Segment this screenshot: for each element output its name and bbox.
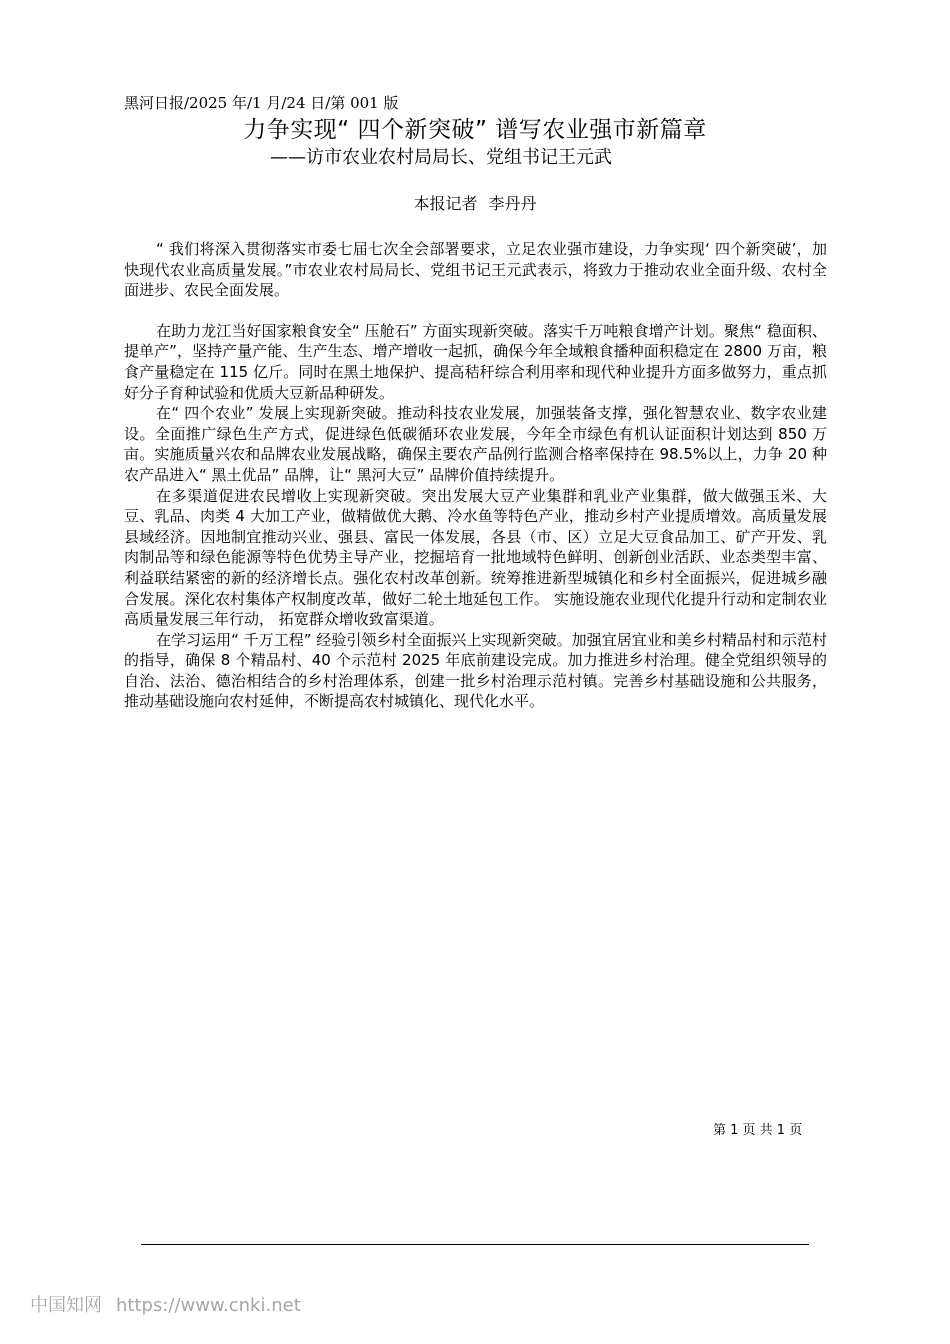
page-number: 第 1 页 共 1 页 [713, 1123, 803, 1138]
byline: 本报记者 李丹丹 [413, 194, 537, 213]
article-subtitle: ——访市农业农村局局长、党组书记王元武 [270, 147, 612, 168]
paragraph: 在学习运用“ 千万工程” 经验引领乡村全面振兴上实现新突破。加强宜居宜业和美乡村精品村和示范村的指导，确保 8 个精品村、40 个示范村 2025 年底前建设完成。加力推进乡村治理。健全党组织领导的自治、法治、德治相结合的乡村治理体系，创建一批乡村治理示范村镇。完善乡村基础设施和公共服务，推动基础设施向农村延伸，不断提高农村城镇化、现代化水平。 [124, 630, 827, 711]
source-line: 黑河日报/2025 年/1 月/24 日/第 001 版 [124, 94, 399, 112]
paragraph: 在多渠道促进农民增收上实现新突破。突出发展大豆产业集群和乳业产业集群，做大做强玉米、大豆、乳品、肉类 4 大加工产业，做精做优大鹅、冷水鱼等特色产业，推动乡村产业提质增效。高质量发展县域经济。因地制宜推动兴业、强县、富民一体发展，各县（市、区）立足大豆食品加工、矿产开发、乳肉制品等和绿色能源等特色优势主导产业，挖掘培育一批地域特色鲜明、创新创业活跃、业态类型丰富、利益联结紧密的新的经济增长点。强化农村改革创新。统筹推进新型城镇化和乡村全面振兴，促进城乡融合发展。深化农村集体产权制度改革，做好二轮土地延包工作。 实施设施农业现代化提升行动和定制农业高质量发展三年行动， 拓宽群众增收致富渠道。 [124, 486, 827, 629]
paragraph: 在助力龙江当好国家粮食安全“ 压舱石” 方面实现新突破。落实千万吨粮食增产计划。聚焦“ 稳面积、提单产”，坚持产量产能、生产生态、增产增收一起抓，确保今年全域粮食播种面积稳定在 2800 万亩，粮食产量稳定在 115 亿斤。同时在黑土地保护、提高秸秆综合利用率和现代种业提升方面多做努力，重点抓好分子育种试验和优质大豆新品种研发。 [124, 321, 827, 402]
cnki-watermark [30, 1294, 301, 1318]
article-body [124, 239, 827, 712]
watermark-brand: 中国知网 [30, 1295, 102, 1316]
paragraph: 在“ 四个农业” 发展上实现新突破。推动科技农业发展，加强装备支撑，强化智慧农业、数字农业建设。全面推广绿色生产方式，促进绿色低碳循环农业发展，今年全市绿色有机认证面积计划达到 850 万亩。实施质量兴农和品牌农业发展战略，确保主要农产品例行监测合格率保持在 98.5%以上，力争 20 种农产品进入“ 黑土优品” 品牌，让“ 黑河大豆” 品牌价值持续提升。 [124, 404, 827, 484]
article-title: 力争实现“ 四个新突破” 谱写农业强市新篇章 [243, 117, 707, 143]
watermark-url[interactable]: https://www.cnki.net [116, 1295, 301, 1316]
footer-divider [141, 1244, 809, 1245]
paragraph-lead: “ 我们将深入贯彻落实市委七届七次全会部署要求，立足农业强市建设，力争实现‘ 四个新突破’，加快现代农业高质量发展。”市农业农村局局长、党组书记王元武表示，将致力于推动农业全面升级、农村全面进步、农民全面发展。 [124, 240, 827, 300]
